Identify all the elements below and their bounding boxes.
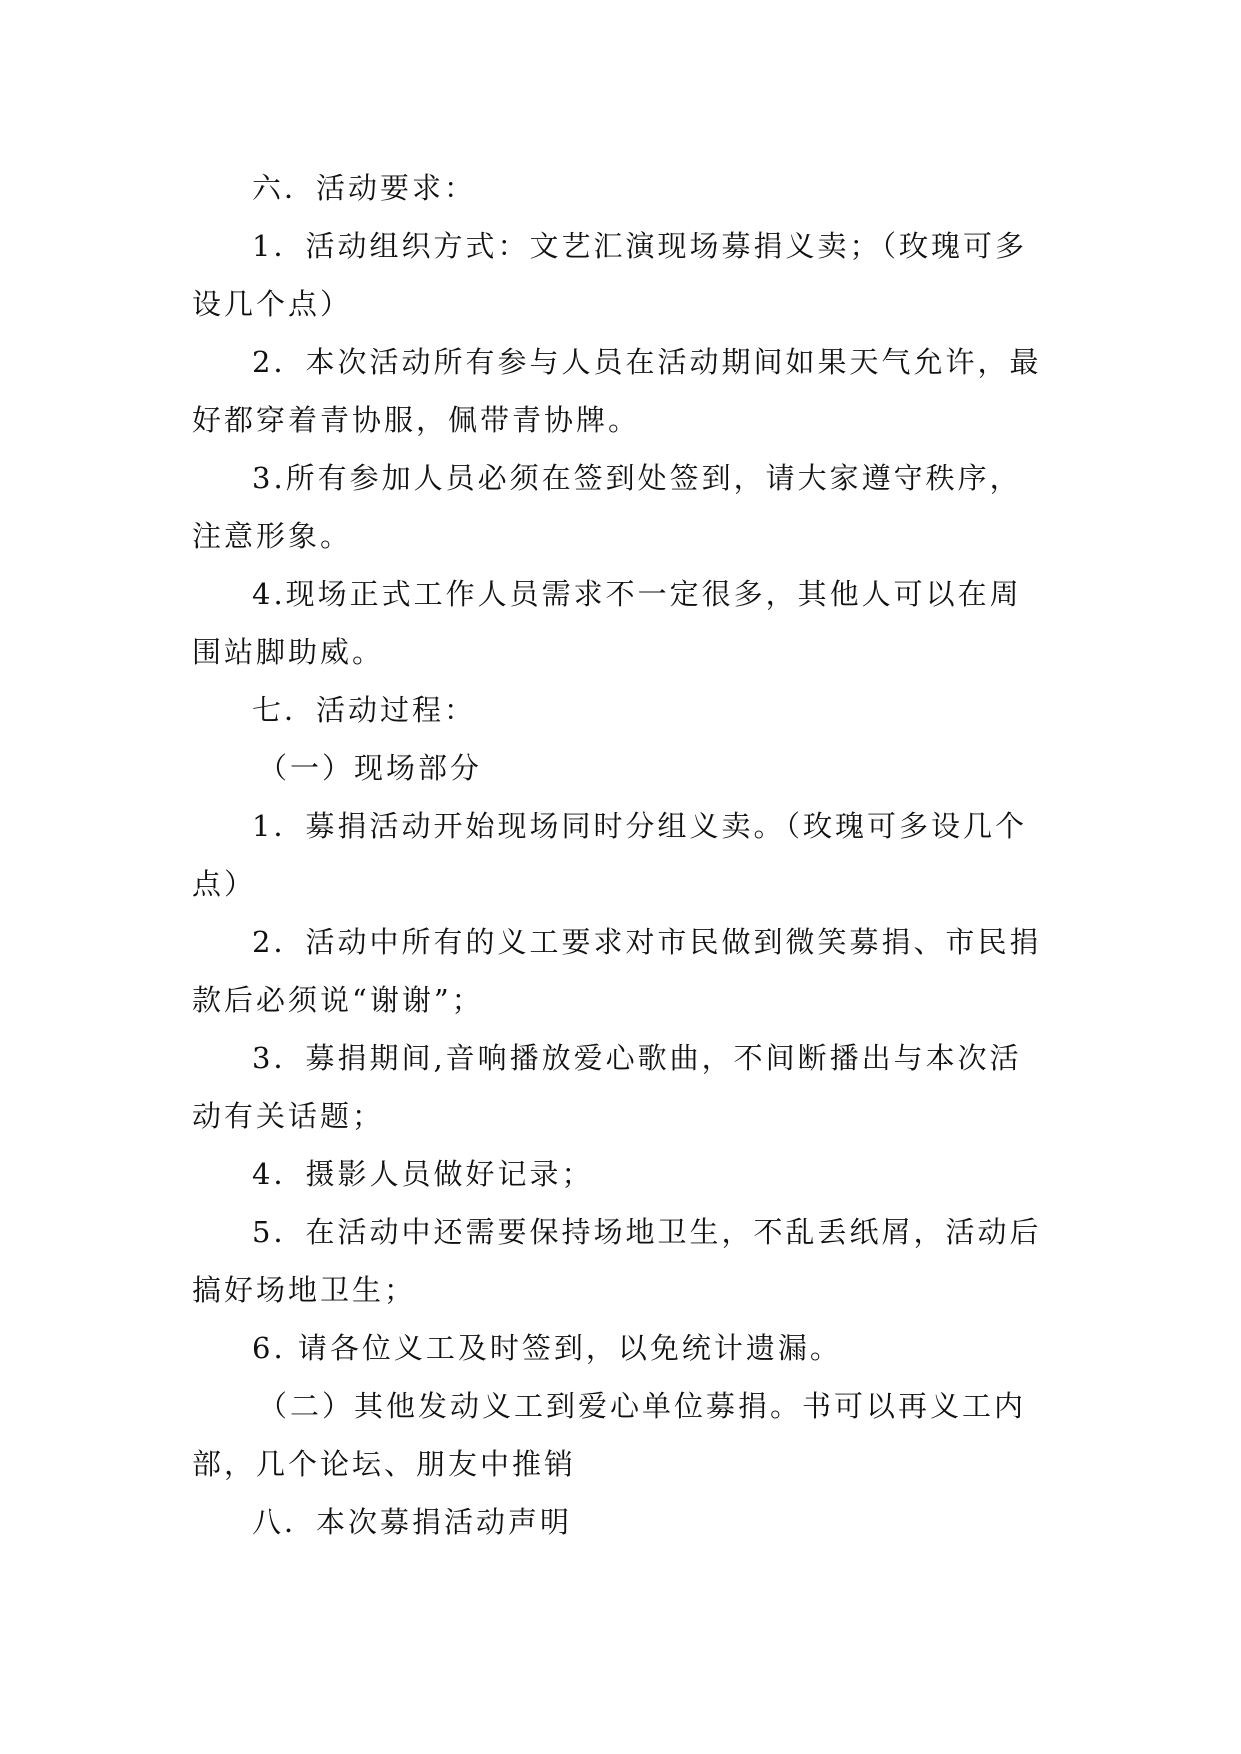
requirement-item-4: 4.现场正式工作人员需求不一定很多，其他人可以在周围站脚助威。 xyxy=(192,577,1022,669)
section-heading-statement: 八．本次募捐活动声明 xyxy=(252,1505,573,1539)
process-item-3: 3．募捐期间,音响播放爱心歌曲，不间断播出与本次活动有关话题； xyxy=(192,1041,1022,1133)
process-item-4: 4．摄影人员做好记录； xyxy=(252,1157,594,1191)
process-item-1: 1．募捐活动开始现场同时分组义卖。（玫瑰可多设几个点） xyxy=(192,809,1027,901)
process-item-2: 2．活动中所有的义工要求对市民做到微笑募捐、市民捐款后必须说“谢谢”； xyxy=(192,925,1042,1017)
requirement-item-3: 3.所有参加人员必须在签到处签到，请大家遵守秩序，注意形象。 xyxy=(192,461,1022,553)
subsection-heading-onsite: （一）现场部分 xyxy=(258,751,483,785)
requirement-item-2: 2．本次活动所有参与人员在活动期间如果天气允许，最好都穿着青协服，佩带青协牌。 xyxy=(192,345,1042,437)
process-item-5: 5．在活动中还需要保持场地卫生，不乱丢纸屑，活动后搞好场地卫生； xyxy=(192,1215,1042,1307)
requirement-item-1: 1．活动组织方式：文艺汇演现场募捐义卖；（玫瑰可多设几个点） xyxy=(192,229,1027,321)
document-body xyxy=(192,159,1052,1551)
section-heading-requirements: 六．活动要求： xyxy=(252,171,477,205)
section-heading-process: 七．活动过程： xyxy=(252,693,477,727)
process-item-6: 6. 请各位义工及时签到，以免统计遗漏。 xyxy=(252,1331,842,1365)
subsection-other-donation: （二）其他发动义工到爱心单位募捐。书可以再义工内部，几个论坛、朋友中推销 xyxy=(192,1389,1027,1481)
